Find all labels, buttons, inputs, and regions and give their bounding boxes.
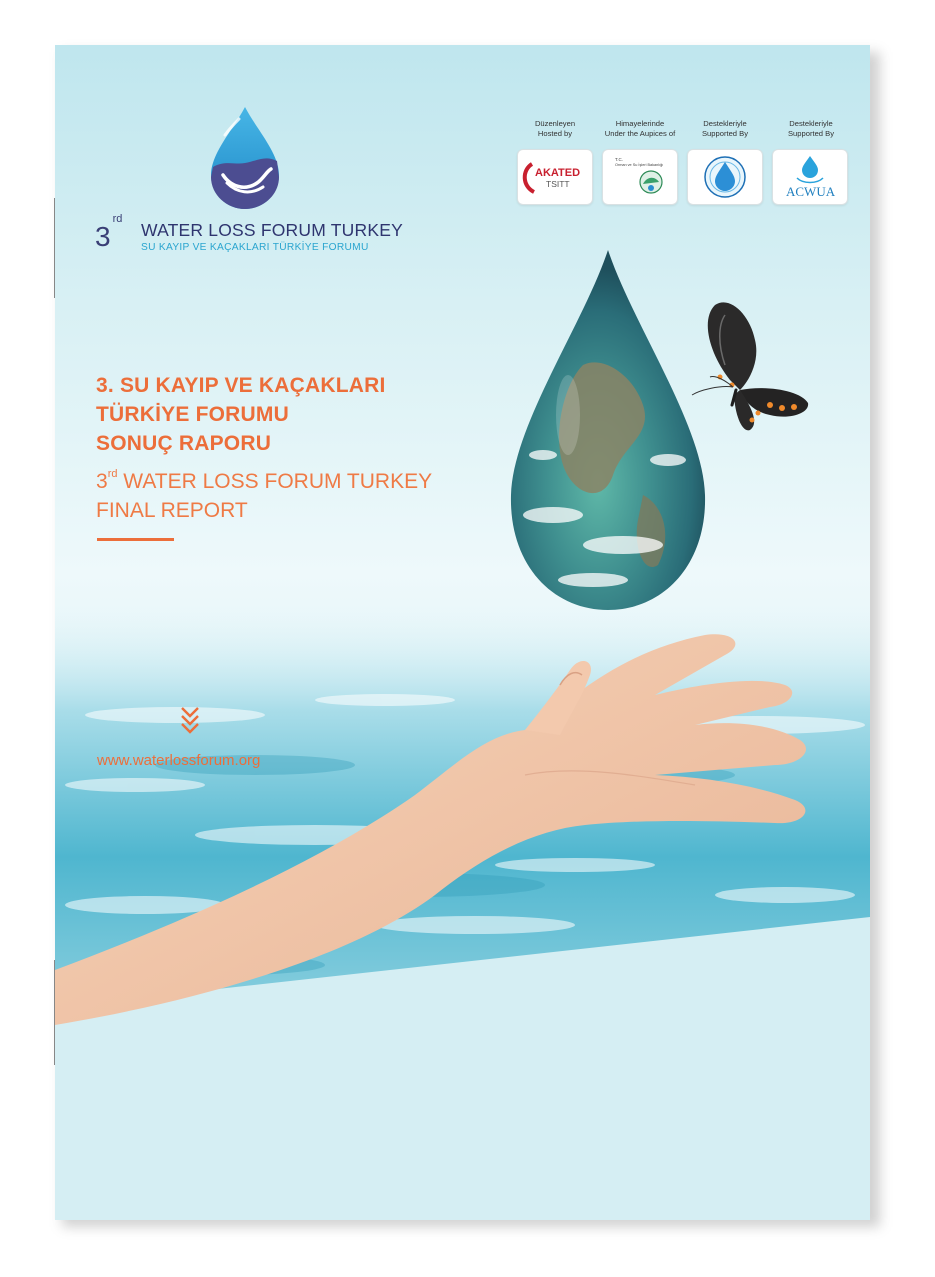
brand-title: WATER LOSS FORUM TURKEY [141, 220, 403, 240]
svg-text:TSITT: TSITT [546, 179, 570, 189]
report-title-en-line1: 3rd WATER LOSS FORUM TURKEY [96, 468, 433, 493]
report-title-tr [96, 371, 386, 458]
acwua-logo [772, 149, 848, 205]
sponsor-caption-auspices: Himayelerinde Under the Aupices of [604, 119, 676, 138]
ministry-logo [602, 149, 678, 205]
water-institute-logo [687, 149, 763, 205]
chevron-down-icon [178, 705, 202, 735]
sponsor-caption-hosted: Düzenleyen Hosted by [534, 119, 576, 138]
report-title-tr-line3: SONUÇ RAPORU [96, 432, 272, 455]
sponsor-caption-supported-1: Destekleriyle Supported By [701, 119, 748, 138]
svg-text:T.C.: T.C. [615, 157, 624, 162]
butterfly [670, 295, 815, 435]
report-title-tr-line2: TÜRKİYE FORUMU [96, 403, 289, 426]
website-link[interactable]: www.waterlossforum.org [97, 752, 261, 769]
akated-logo [517, 149, 593, 205]
report-title-en-line2: FINAL REPORT [96, 499, 248, 522]
svg-text:AKATED: AKATED [535, 167, 581, 179]
brand-edition: 3rd [95, 212, 123, 252]
hand [55, 625, 870, 1025]
water-drop-hands-logo [205, 105, 285, 215]
report-title-tr-line1: 3. SU KAYIP VE KAÇAKLARI [96, 374, 386, 397]
brand-subtitle: SU KAYIP VE KAÇAKLARI TÜRKİYE FORUMU [141, 242, 369, 253]
svg-text:ACWUA: ACWUA [786, 184, 836, 199]
svg-text:Orman ve Su İşleri Bakanlığı: Orman ve Su İşleri Bakanlığı [615, 163, 664, 167]
report-title-en [96, 463, 432, 525]
report-cover [55, 45, 870, 1220]
title-divider [97, 538, 174, 541]
sponsor-caption-supported-2: Destekleriyle Supported By [787, 119, 834, 138]
